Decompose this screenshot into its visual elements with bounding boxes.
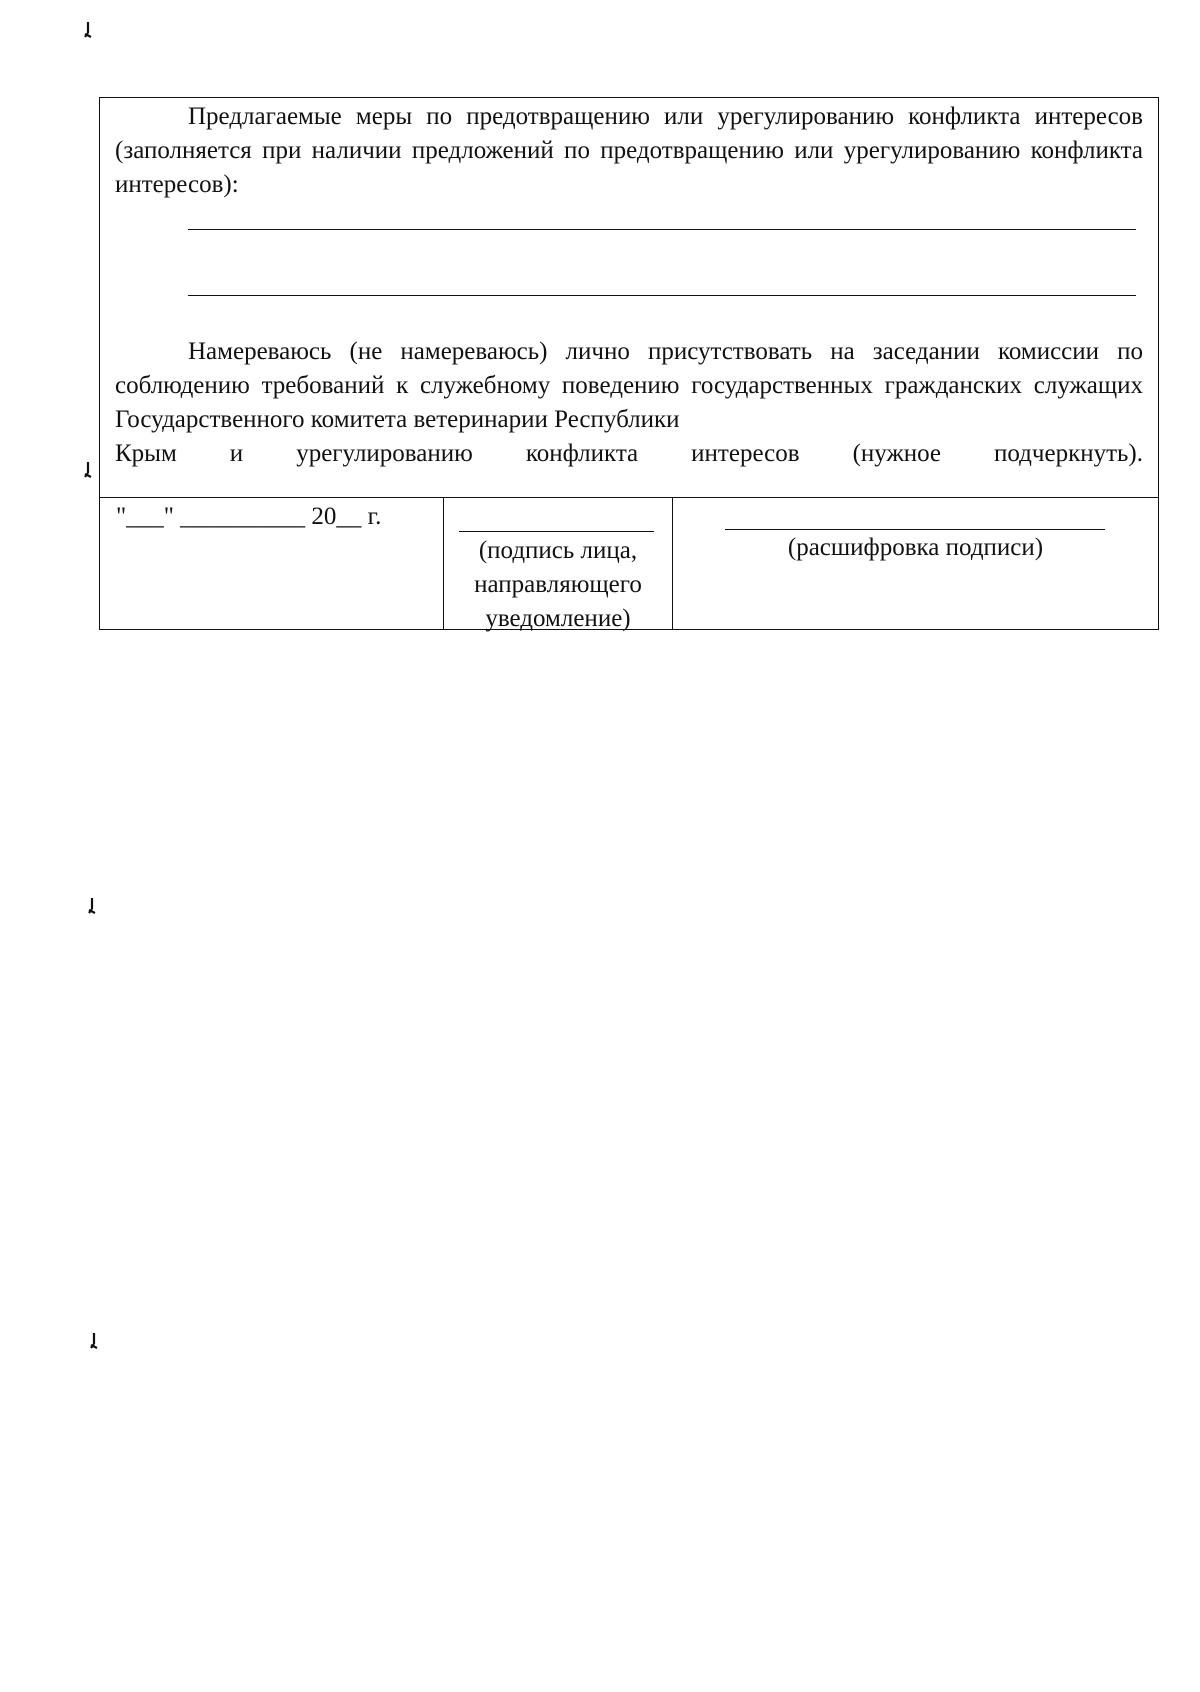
intent-paragraph-text: Намереваюсь (не намереваюсь) лично присутствовать на заседании комиссии по соблюдению требований к служебному поведению государственных гражданских служащих Государственного комитета ветеринарии Республики [115, 338, 1143, 433]
signature-decoding-caption: (расшифровка подписи) [787, 534, 1044, 561]
form-text-section [100, 98, 1158, 497]
signature-decoding-line[interactable] [725, 529, 1105, 530]
margin-mark-icon [87, 897, 97, 915]
margin-mark-icon [83, 21, 93, 39]
signature-cell [444, 498, 673, 630]
margin-mark-icon [83, 461, 93, 479]
signature-row [100, 497, 1158, 630]
intent-paragraph [115, 335, 1143, 471]
signature-decoding-cell [673, 498, 1158, 630]
signature-line[interactable] [459, 531, 654, 532]
margin-mark-icon [89, 1332, 99, 1350]
intent-paragraph-last-line: Крым и урегулированию конфликта интересов (нужное подчеркнуть). [115, 440, 1143, 467]
proposal-fill-line-1[interactable] [188, 229, 1136, 230]
date-cell [100, 498, 444, 630]
proposal-paragraph [115, 100, 1143, 202]
notification-form-box [99, 97, 1159, 630]
proposal-paragraph-text: Предлагаемые меры по предотвращению или урегулированию конфликта интересов (заполняется при наличии предложений по предотвращению или урегулированию конфликта интересов): [115, 103, 1143, 198]
date-field[interactable]: "___" __________ 20__ г. [116, 503, 382, 530]
signature-caption: (подпись лица, направляющего уведомление) [474, 537, 642, 632]
proposal-fill-line-2[interactable] [188, 295, 1136, 296]
